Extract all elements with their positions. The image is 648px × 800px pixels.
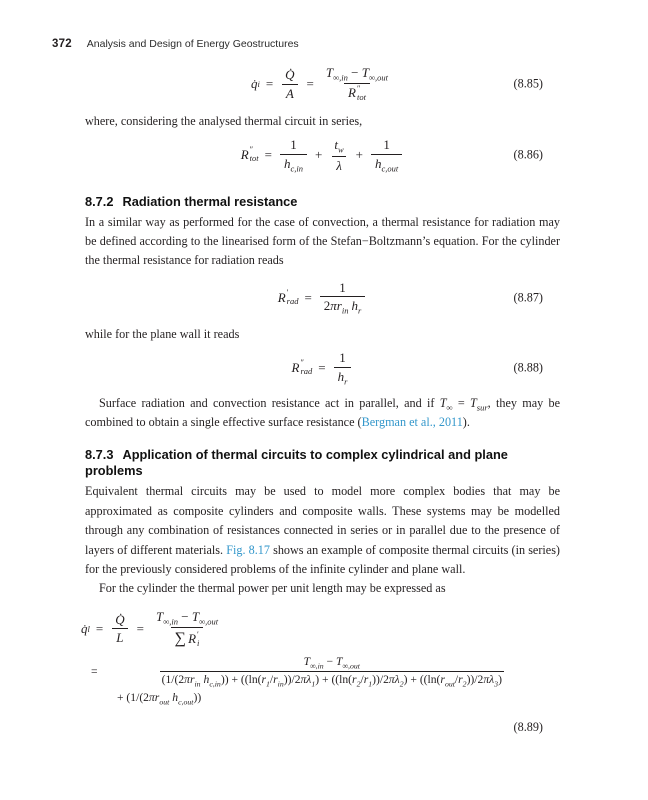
minus-sign: − [181,608,189,624]
paragraph-text: Surface radiation and convection resistance act in parallel, and if [99,395,440,410]
math-var: h [203,673,210,687]
math-num: 2 [323,298,331,314]
equation-8-88-body [85,349,560,387]
equals-sign: = [265,76,274,92]
math-var: T [325,65,334,80]
math-var: R [348,85,356,101]
math-token: ))/2 [283,673,301,687]
math-var: r [352,673,357,687]
fraction [322,64,392,104]
math-var: T [361,65,369,80]
fraction [111,611,128,647]
math-sub: in [277,679,284,689]
math-expression [320,296,366,316]
equation-8-87-body [85,279,560,317]
math-sub: out [444,679,455,689]
math-sub: 2 [462,679,467,689]
math-sub: in [194,679,201,689]
math-sub: in [341,306,349,317]
math-token: )) [193,691,202,705]
math-var: Q̇ [285,66,295,82]
math-sub: c,in [209,679,221,689]
math-expression [171,627,204,650]
section-872-paragraph: In a similar way as performed for the case of convection, a thermal resistance for radiation may be defined according to the linearised form of the Stefan−Boltzmann’s equation. For the cylinder the thermal resistance for radiation reads [85,214,560,268]
plus-sign: + [355,147,363,163]
equation-8-85 [85,64,560,104]
math-var: πλ [483,673,495,687]
math-sub: tot [356,92,366,103]
equation-8-87 [85,279,560,317]
summation-sign: ∑ [174,629,187,647]
fraction [371,136,402,174]
math-sub: ∞,out [342,661,360,671]
fraction [334,349,352,387]
equals-sign: = [95,620,104,636]
equals-sign: = [136,620,144,636]
math-sub: 2 [399,679,404,689]
math-sub: out [159,697,170,707]
plus-sign: + [315,147,323,163]
math-sub: tot [249,153,259,164]
math-sub: ∞ [446,402,453,413]
math-var: λ [332,156,346,175]
math-var: h [351,298,358,314]
plane-wall-line: while for the plane wall it reads [85,326,240,341]
math-sub: ∞,in [310,661,324,671]
minus-sign: − [351,65,359,80]
equation-8-88 [85,349,560,387]
math-var: h [172,691,179,705]
math-sub: r [358,306,362,317]
math-var: L [112,628,127,647]
math-var: r [273,673,278,687]
prime-mark: ″ [249,144,254,155]
math-var: T [439,395,447,410]
math-var: πr [148,691,160,705]
citation-link-bergman[interactable]: Bergman et al., 2011 [361,415,463,430]
math-sub: i [197,637,200,648]
math-var: t [334,137,338,153]
math-var: πλ [300,673,312,687]
fraction [152,608,222,650]
equals-sign: = [306,76,314,92]
equation-number: (8.89) [513,720,543,735]
math-token: + (1/(2 [117,691,149,705]
math-sub: sur [476,402,488,413]
math-var: q̇ [81,620,88,636]
math-var: A [282,84,298,103]
math-token: ))/2 [466,673,484,687]
math-sub: c,in [290,163,304,174]
math-sub: 3 [494,679,499,689]
math-token: ) + ((ln( [315,673,353,687]
math-token: / [269,673,274,687]
math-var: T [191,608,200,624]
math-sub: i [257,78,260,89]
cylinder-power-line: For the cylinder the thermal power per unit length may be expressed as [99,581,446,596]
equals-sign: = [304,289,312,305]
sup-sub-stack [197,630,199,648]
math-var: T [470,395,477,410]
math-num: 1 [339,279,346,295]
sup-sub-stack [287,288,299,306]
math-var: h [337,368,345,384]
prime-mark: ′ [197,629,199,640]
section-title: Application of thermal circuits to complex cylindrical and plane problems [85,447,508,478]
math-var: πλ [388,673,400,687]
fraction [330,136,347,174]
math-token: ) [498,673,502,687]
surface-resistance-paragraph [85,394,560,433]
where-line: where, considering the analysed thermal circuit in series, [85,114,363,129]
math-token: / [454,673,459,687]
math-expression [160,671,504,689]
equation-8-89-line2 [85,654,560,689]
math-var: T [336,654,343,668]
math-var: πr [184,673,195,687]
math-var: Q̇ [115,611,125,627]
math-var: h [284,156,291,172]
math-var: R [277,289,286,305]
math-sub: 1 [368,679,373,689]
math-expression [371,154,402,174]
math-num: 1 [383,137,390,153]
section-873-paragraph [85,482,560,579]
fraction [281,66,298,102]
paragraph-text: ). [462,415,470,430]
math-expression [302,654,362,671]
paragraph-text: Equivalent thermal circuits may be used to model more complex bodies that may be approximated as composite cylinders and composite walls. These systems may be modelled through any combination of resistances connected in series or in parallel due to the presence of layers of different materials. [85,484,560,557]
math-sub: c,out [178,697,194,707]
math-var: T [303,654,311,668]
running-head [52,38,648,50]
math-sub: rad [286,295,299,306]
running-title: Analysis and Design of Energy Geostructures [86,38,299,50]
equation-8-85-body [85,64,560,104]
prime-mark: ″ [300,356,305,367]
math-expression [330,136,347,155]
equation-number: (8.87) [513,290,543,305]
paragraph-text: shows an example of composite thermal circuits (in series) for the previously considered problems of the infinite cylinder and plane wall. [85,542,560,577]
math-sub: ∞,in [163,616,178,627]
math-sub: c,out [381,163,399,174]
equals-sign: = [91,665,98,679]
math-var: q̇ [250,76,258,92]
math-var: R [291,359,300,375]
math-token: ))/2 [372,673,389,687]
math-sub: rad [300,365,313,376]
section-heading-873 [85,447,560,478]
equation-number: (8.88) [513,360,543,375]
equation-8-89-line3 [117,691,560,706]
fraction [280,136,307,174]
equals-sign: = [318,359,326,375]
math-sub: l [87,623,90,634]
math-token: / [360,673,364,687]
math-var: πr [330,298,342,314]
equation-number: (8.85) [513,76,543,91]
prime-mark: ″ [356,83,361,94]
math-var: R [188,630,197,646]
math-expression [152,608,222,627]
sup-sub-stack [300,358,312,376]
math-var: T [155,608,164,624]
equation-8-86 [85,136,560,174]
figure-link-8-17[interactable]: Fig. 8.17 [226,542,270,557]
fraction [320,279,366,317]
math-sub: w [337,145,344,156]
equation-8-89 [79,608,560,735]
math-sub: ∞,out [199,616,219,627]
equals-sign: = [264,147,272,163]
math-var: r [440,673,445,687]
section-title: Radiation thermal resistance [122,194,298,210]
paragraph-text: , they may be combined to obtain a single effective surface resistance ( [85,395,560,430]
minus-sign: − [326,654,334,668]
math-num: 1 [339,349,346,365]
math-token: )) + ((ln( [220,673,262,687]
math-var: r [458,673,463,687]
prime-mark: ′ [286,286,289,297]
equation-number: (8.86) [513,147,543,162]
math-token: (1/(2 [161,673,185,687]
math-expression [322,64,392,83]
math-var: R [240,147,249,163]
math-token: ) + ((ln( [403,673,441,687]
math-num: 1 [290,137,297,153]
equals-sign: = [452,395,470,410]
math-sub: ∞,in [333,72,348,83]
math-sub: r [344,376,348,387]
big-fraction [106,654,558,689]
math-var: h [375,156,382,172]
math-var: r [363,673,369,687]
section-heading-872 [85,194,560,210]
math-sub: 1 [266,679,270,689]
math-sub: 2 [356,679,361,689]
equation-8-89-line1 [81,608,560,650]
section-number: 8.7.3 [85,447,114,463]
page-number: 372 [52,38,72,50]
math-sub: 1 [311,679,316,689]
math-sub: ∞,out [369,72,389,83]
sup-sub-stack [357,84,366,102]
sup-sub-stack [250,145,259,163]
math-expression [344,83,370,104]
math-expression [334,367,352,387]
page-content [81,64,560,735]
section-number: 8.7.2 [85,194,114,210]
equation-8-86-body [85,136,560,174]
math-var: r [261,673,267,687]
math-expression [280,154,307,174]
